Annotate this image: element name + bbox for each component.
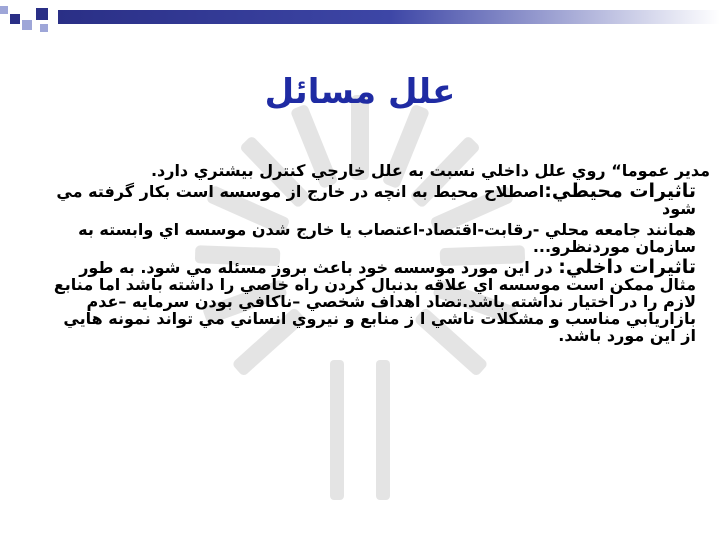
paragraph-text: مدير عموما“ روي علل داخلي نسبت به علل خارجي كنترل بيشتري دارد. [150, 161, 710, 180]
slide-body [46, 162, 710, 348]
slide-title: علل مسائل [264, 72, 456, 112]
header-decoration [0, 0, 720, 34]
header-band [58, 10, 720, 24]
paragraph-examples [46, 221, 710, 255]
decor-square [22, 20, 32, 30]
paragraph-environmental [46, 180, 710, 218]
paragraph-heading: تاثيرات داخلي: [558, 256, 696, 278]
paragraph-heading: تاثيرات محيطي: [544, 180, 696, 202]
paragraph-text: در اين مورد موسسه خود باعث بروز مسئله مي شود. به طور مثال ممكن است موسسه اي علاقه بدنبال كردن راه خاصي را داشته باشد اما منابع لازم را در اختيار نداشته باشد.تضاد اهداف شخصي –ناكافي بودن سرمايه –عدم بازاريابي مناسب و مشكلات ناشي ا ز منابع و نيروي انساني مي تواند نمونه هايي از اين مورد باشد. [53, 258, 696, 345]
paragraph-internal [46, 256, 710, 345]
paragraph-text: اصطلاح محيط به انچه در خارج از موسسه است بكار گرفته مي شود [56, 182, 696, 218]
decor-square [10, 14, 20, 24]
paragraph-text: همانند جامعه محلي -رقابت-اقتصاد-اعتصاب يا خارج شدن موسسه اي وابسته به سازمان موردنظرو... [78, 220, 696, 256]
decor-square [40, 24, 48, 32]
decor-square [0, 6, 8, 14]
decor-square [36, 8, 48, 20]
paragraph-intro [46, 162, 710, 179]
